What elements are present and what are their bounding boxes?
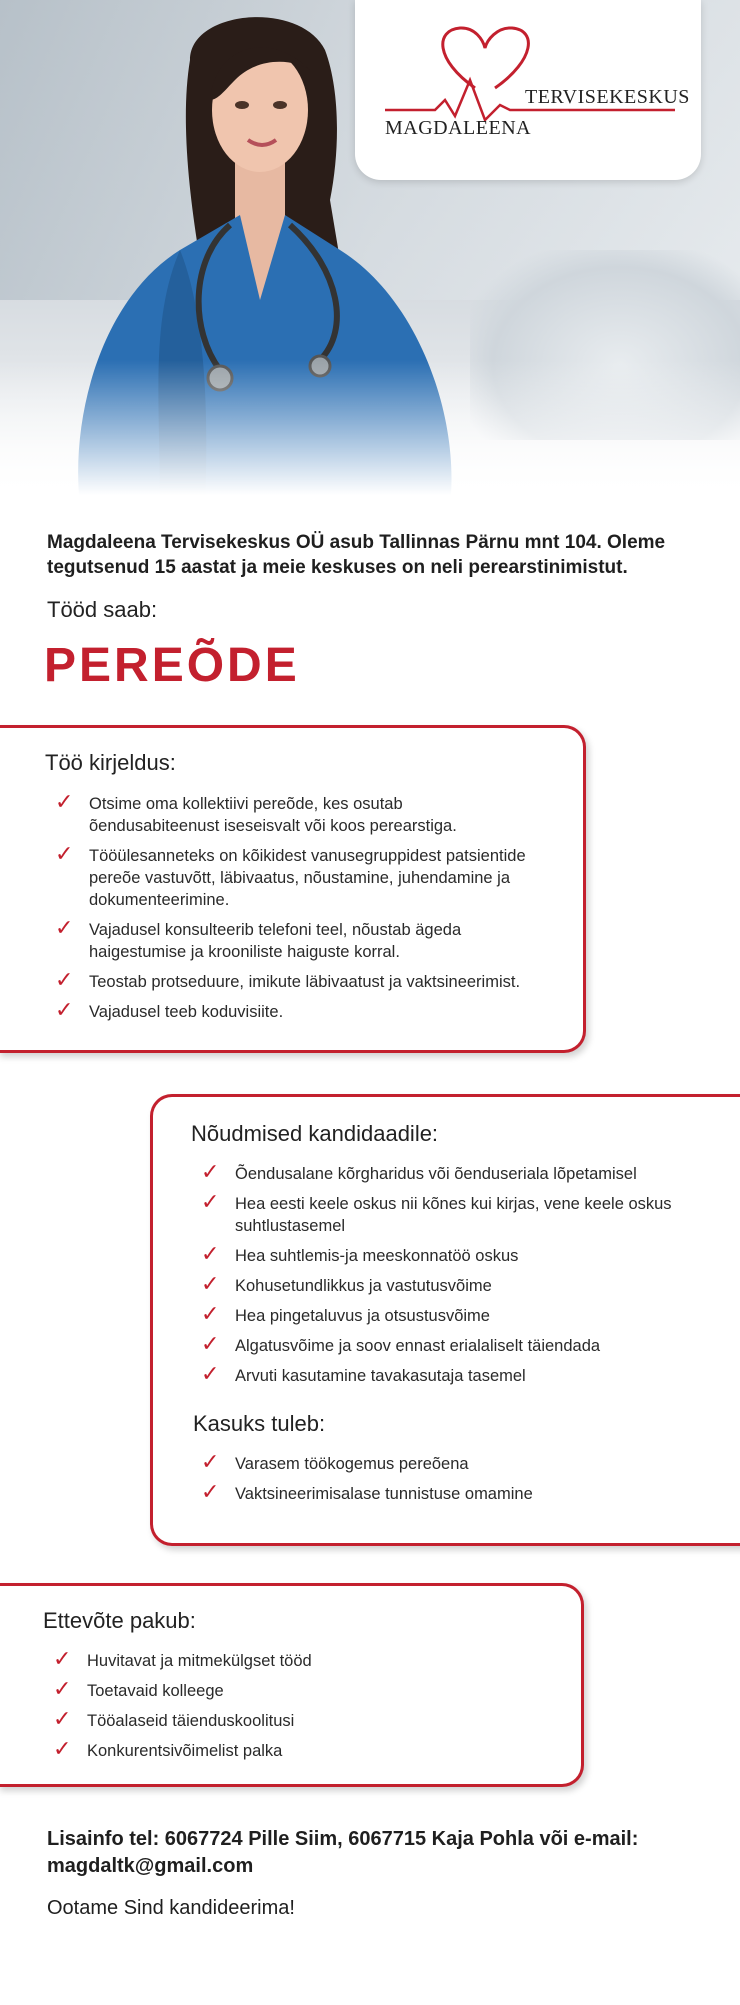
- check-icon: ✓: [201, 1189, 220, 1214]
- check-icon: ✓: [201, 1331, 220, 1356]
- requirements-list: [195, 1159, 715, 1395]
- list-item: ✓ Hea suhtlemis-ja meeskonnatöö oskus: [201, 1241, 519, 1266]
- check-icon: ✓: [55, 915, 74, 940]
- list-item: ✓ Hea pingetaluvus ja otsustusvõime: [201, 1301, 490, 1326]
- check-icon: ✓: [201, 1449, 220, 1474]
- job-title: PEREÕDE: [44, 639, 300, 692]
- list-item: ✓ Otsime oma kollektiivi pereõde, kes osutab õendusabiteenust iseseisvalt või koos perearstiga.: [55, 789, 457, 835]
- check-icon: ✓: [53, 1706, 72, 1731]
- requirements-title: Nõudmised kandidaadile:: [191, 1121, 439, 1146]
- list-item: ✓ Algatusvõime ja soov ennast erialaliselt täiendada: [201, 1331, 601, 1356]
- list-item: ✓ Konkurentsivõimelist palka: [53, 1736, 283, 1761]
- check-icon: ✓: [53, 1736, 72, 1761]
- list-item: ✓ Arvuti kasutamine tavakasutaja tasemel: [201, 1361, 526, 1386]
- list-item: ✓ Varasem töökogemus pereõena: [201, 1449, 469, 1474]
- bonus-title: Kasuks tuleb:: [193, 1411, 326, 1436]
- check-icon: ✓: [53, 1676, 72, 1701]
- check-icon: ✓: [55, 841, 74, 866]
- contact-email[interactable]: magdaltk@gmail.com: [47, 1855, 254, 1877]
- check-icon: ✓: [55, 997, 74, 1022]
- check-icon: ✓: [201, 1479, 220, 1504]
- check-icon: ✓: [201, 1301, 220, 1326]
- bonus-list: [195, 1449, 715, 1513]
- logo-text-bottom: MAGDALEENA: [385, 117, 532, 139]
- list-item: ✓ Toetavaid kolleege: [53, 1676, 224, 1701]
- job-description-box: [0, 725, 586, 1053]
- job-description-list: [49, 789, 549, 1031]
- list-item: ✓ Tööalaseid täienduskoolitusi: [53, 1706, 295, 1731]
- list-item: ✓ Tööülesanneteks on kõikidest vanusegruppidest patsientide pereõe vastuvõtt, läbivaatus, nõustamine, juhendamine ja dokumenteerimine.: [55, 841, 526, 909]
- list-item: ✓ Huvitavat ja mitmekülgset tööd: [53, 1646, 312, 1671]
- list-item: ✓ Vaktsineerimisalase tunnistuse omamine: [201, 1479, 533, 1504]
- intro-text: Magdaleena Tervisekeskus OÜ asub Tallinnas Pärnu mnt 104. Oleme tegutsenud 15 aastat ja meie keskuses on neli perearstinimistut.: [47, 532, 666, 578]
- offer-title: Ettevõte pakub:: [43, 1608, 196, 1633]
- check-icon: ✓: [53, 1646, 72, 1671]
- list-item: ✓ Hea eesti keele oskus nii kõnes kui kirjas, vene keele oskus suhtlustasemel: [201, 1189, 672, 1235]
- check-icon: ✓: [201, 1361, 220, 1386]
- logo-text-top: TERVISEKESKUS: [525, 86, 690, 108]
- list-item: ✓ Õendusalane kõrgharidus või õenduseriala lõpetamisel: [201, 1159, 637, 1184]
- check-icon: ✓: [201, 1271, 220, 1296]
- work-label: Tööd saab:: [47, 597, 158, 622]
- list-item: ✓ Teostab protseduure, imikute läbivaatust ja vaktsineerimist.: [55, 967, 521, 992]
- requirements-box: [150, 1094, 740, 1546]
- check-icon: ✓: [55, 789, 74, 814]
- list-item: ✓ Vajadusel teeb koduvisiite.: [55, 997, 284, 1022]
- closing-text: Ootame Sind kandideerima!: [47, 1897, 295, 1919]
- offer-list: [47, 1646, 547, 1770]
- offer-box: [0, 1583, 584, 1787]
- contact-info: Lisainfo tel: 6067724 Pille Siim, 6067715 Kaja Pohla või e-mail: magdaltk@gmail.com: [47, 1826, 717, 1880]
- job-description-title: Töö kirjeldus:: [45, 750, 176, 775]
- list-item: ✓ Kohusetundlikkus ja vastutusvõime: [201, 1271, 492, 1296]
- check-icon: ✓: [55, 967, 74, 992]
- check-icon: ✓: [201, 1241, 220, 1266]
- list-item: ✓ Vajadusel konsulteerib telefoni teel, nõustab ägeda haigestumise ja krooniliste haiguste korral.: [55, 915, 462, 961]
- company-logo: [355, 0, 701, 180]
- check-icon: ✓: [201, 1159, 220, 1184]
